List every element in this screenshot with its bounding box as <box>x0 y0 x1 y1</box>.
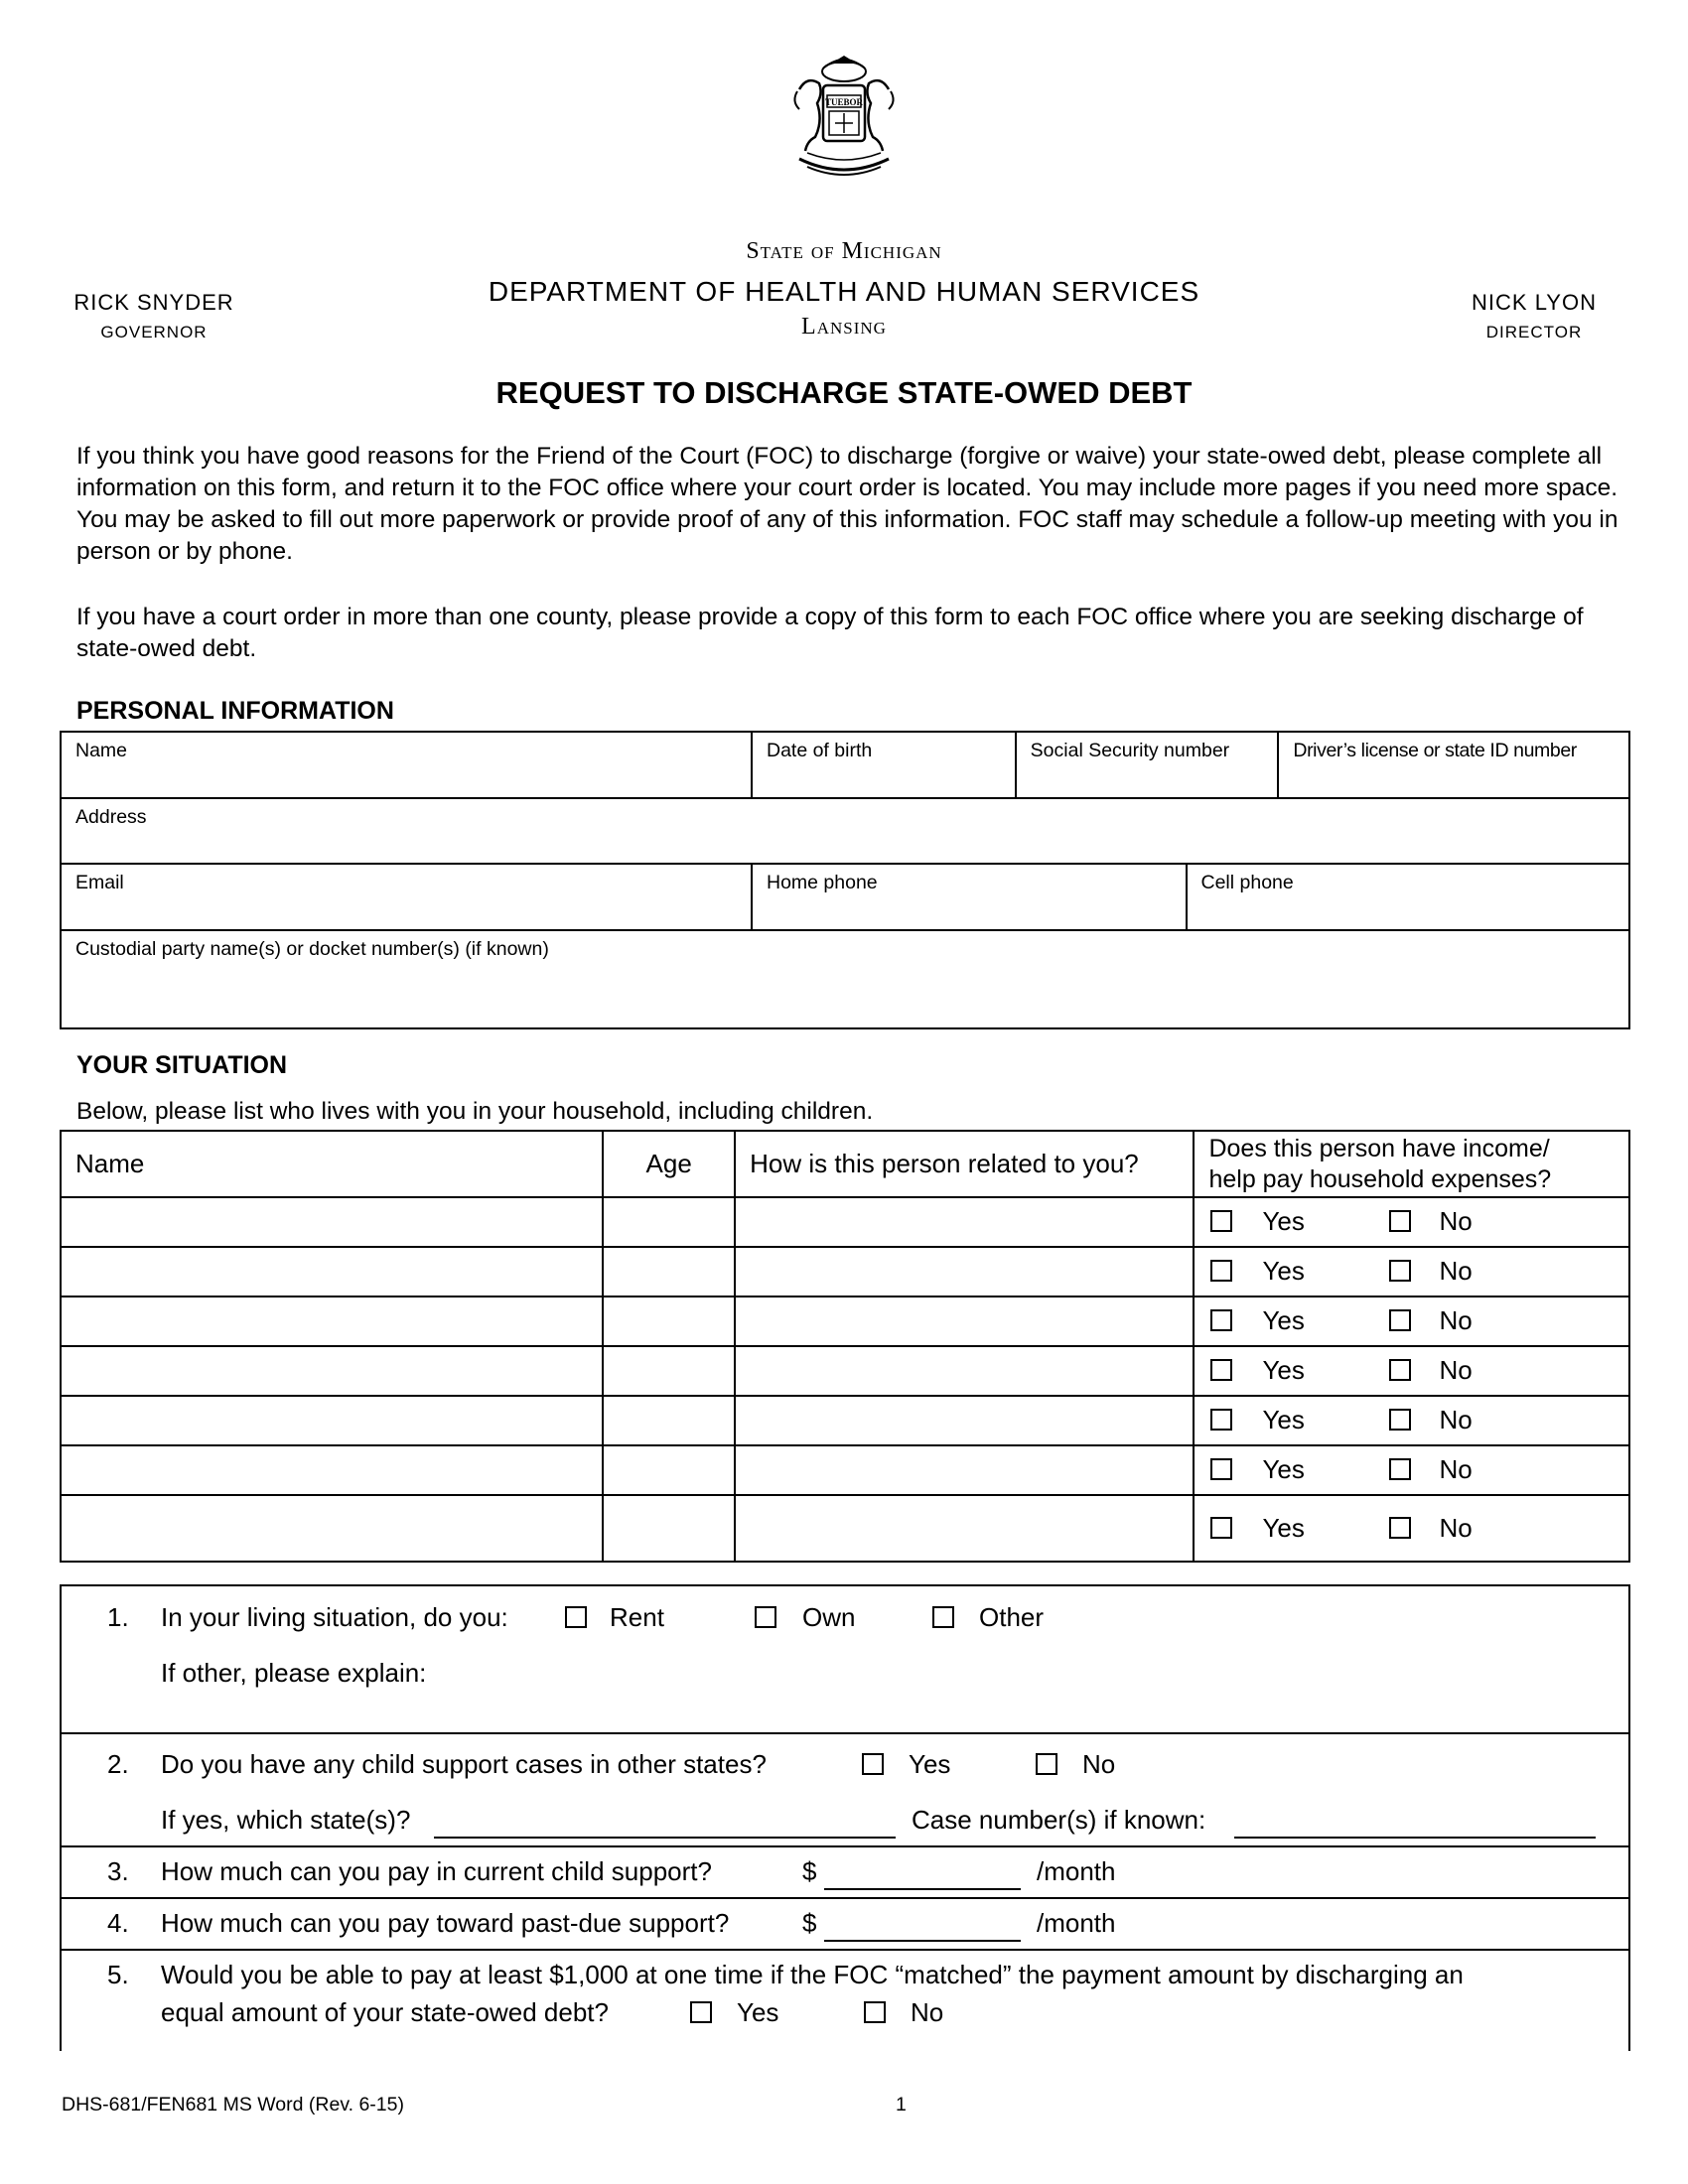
household-row <box>61 1247 1629 1297</box>
q2-yes-label: Yes <box>909 1749 951 1779</box>
household-income-cell <box>1194 1445 1629 1495</box>
q4-number: 4. <box>107 1908 129 1938</box>
q5-yes-label: Yes <box>737 1997 779 2027</box>
income-yes-checkbox[interactable] <box>1210 1409 1232 1431</box>
form-id: DHS-681/FEN681 MS Word (Rev. 6-15) <box>62 2094 404 2116</box>
date-of-birth-field[interactable] <box>752 732 1016 798</box>
governor-title: GOVERNOR <box>100 323 208 341</box>
household-name-cell[interactable] <box>61 1247 603 1297</box>
q5-text-line2: equal amount of your state-owed debt? <box>161 1997 609 2027</box>
household-income-cell <box>1194 1247 1629 1297</box>
q1-explain-label: If other, please explain: <box>161 1658 427 1688</box>
q2-yes-checkbox[interactable] <box>862 1753 884 1775</box>
state-name: State of Michigan <box>746 238 942 264</box>
q5-no-label: No <box>911 1997 944 2027</box>
household-income-cell <box>1194 1495 1629 1562</box>
name-label: Name <box>75 740 128 761</box>
q1-other-label: Other <box>979 1602 1045 1632</box>
household-name-cell[interactable] <box>61 1297 603 1346</box>
q1-text: In your living situation, do you: <box>161 1602 508 1632</box>
custodial-party-label: Custodial party name(s) or docket number(s) (if known) <box>75 938 549 960</box>
household-row <box>61 1396 1629 1445</box>
income-yes-label: Yes <box>1262 1206 1305 1236</box>
q2-states-field[interactable] <box>434 1837 896 1839</box>
income-yes-label: Yes <box>1262 1454 1305 1484</box>
income-no-checkbox[interactable] <box>1389 1260 1411 1282</box>
governor-name: RICK SNYDER <box>73 290 234 315</box>
col-name-header: Name <box>61 1131 603 1197</box>
household-name-cell[interactable] <box>61 1346 603 1396</box>
income-no-label: No <box>1439 1454 1473 1484</box>
q2-no-checkbox[interactable] <box>1036 1753 1057 1775</box>
form-title: REQUEST TO DISCHARGE STATE-OWED DEBT <box>495 375 1193 410</box>
household-age-cell[interactable] <box>603 1297 735 1346</box>
name-field[interactable] <box>61 732 752 798</box>
q1-number: 1. <box>107 1602 129 1632</box>
page-number: 1 <box>896 2094 907 2116</box>
household-row <box>61 1495 1629 1562</box>
q2-number: 2. <box>107 1749 129 1779</box>
your-situation-heading: YOUR SITUATION <box>76 1051 288 1079</box>
divider <box>62 1845 1628 1847</box>
household-relation-cell[interactable] <box>735 1495 1194 1562</box>
household-row <box>61 1346 1629 1396</box>
household-income-cell <box>1194 1297 1629 1346</box>
household-name-cell[interactable] <box>61 1197 603 1247</box>
income-no-label: No <box>1439 1513 1473 1543</box>
email-field[interactable] <box>61 864 752 930</box>
q3-dollar-sign: $ <box>802 1856 817 1886</box>
household-name-cell[interactable] <box>61 1396 603 1445</box>
household-header-row <box>61 1131 1629 1197</box>
ssn-field[interactable] <box>1016 732 1279 798</box>
income-yes-checkbox[interactable] <box>1210 1359 1232 1381</box>
col-income-header-line1: Does this person have income/ <box>1208 1134 1550 1162</box>
household-name-cell[interactable] <box>61 1445 603 1495</box>
income-no-checkbox[interactable] <box>1389 1458 1411 1480</box>
income-no-checkbox[interactable] <box>1389 1210 1411 1232</box>
household-income-cell <box>1194 1396 1629 1445</box>
household-row <box>61 1297 1629 1346</box>
q2-case-label: Case number(s) if known: <box>912 1805 1206 1835</box>
household-income-cell <box>1194 1346 1629 1396</box>
date-of-birth-label: Date of birth <box>766 740 873 761</box>
q3-amount-field[interactable] <box>824 1888 1021 1890</box>
home-phone-label: Home phone <box>766 872 878 893</box>
custodial-party-field[interactable] <box>61 930 1629 1028</box>
drivers-license-field[interactable] <box>1278 732 1629 798</box>
city-name: Lansing <box>801 314 887 340</box>
q3-month-label: /month <box>1037 1856 1116 1886</box>
household-table <box>60 1130 1630 1563</box>
household-row <box>61 1197 1629 1247</box>
q1-own-checkbox[interactable] <box>755 1606 776 1628</box>
household-row <box>61 1445 1629 1495</box>
instructions-paragraph: If you think you have good reasons for the Friend of the Court (FOC) to discharge (forgive or waive) your state-owed debt, please complete all information on this form, and return it to the FOC office where your court order is located. You may include more pages if you need more space. You may be asked to fill out more paperwork or provide proof of any of this information. FOC staff may schedule a follow-up meeting with you in person or by phone. <box>76 443 1618 565</box>
q3-number: 3. <box>107 1856 129 1886</box>
income-yes-checkbox[interactable] <box>1210 1309 1232 1331</box>
cell-phone-label: Cell phone <box>1200 872 1294 893</box>
income-no-label: No <box>1439 1405 1473 1434</box>
q4-text: How much can you pay toward past-due support? <box>161 1908 730 1938</box>
household-age-cell[interactable] <box>603 1197 735 1247</box>
personal-information-table <box>60 731 1630 1029</box>
col-age-header: Age <box>603 1131 735 1197</box>
income-no-checkbox[interactable] <box>1389 1517 1411 1539</box>
multi-county-paragraph: If you have a court order in more than one county, please provide a copy of this form to each FOC office where you are seeking discharge of state-owed debt. <box>76 604 1584 662</box>
q4-month-label: /month <box>1037 1908 1116 1938</box>
q5-yes-checkbox[interactable] <box>690 2001 712 2023</box>
q1-explain-field[interactable] <box>439 1654 1581 1713</box>
household-relation-cell[interactable] <box>735 1197 1194 1247</box>
household-income-cell <box>1194 1197 1629 1247</box>
household-age-cell[interactable] <box>603 1445 735 1495</box>
address-field[interactable] <box>61 798 1629 864</box>
income-no-label: No <box>1439 1355 1473 1385</box>
income-no-checkbox[interactable] <box>1389 1359 1411 1381</box>
cell-phone-field[interactable] <box>1187 864 1630 930</box>
household-relation-cell[interactable] <box>735 1445 1194 1495</box>
household-intro: Below, please list who lives with you in your household, including children. <box>76 1098 874 1125</box>
q4-amount-field[interactable] <box>824 1940 1021 1942</box>
household-relation-cell[interactable] <box>735 1346 1194 1396</box>
divider <box>62 1897 1628 1899</box>
income-yes-label: Yes <box>1262 1305 1305 1335</box>
household-relation-cell[interactable] <box>735 1247 1194 1297</box>
q1-rent-label: Rent <box>610 1602 664 1632</box>
income-yes-checkbox[interactable] <box>1210 1458 1232 1480</box>
q2-no-label: No <box>1082 1749 1116 1779</box>
household-age-cell[interactable] <box>603 1396 735 1445</box>
col-income-header-line2: help pay household expenses? <box>1208 1164 1552 1193</box>
q5-number: 5. <box>107 1960 129 1989</box>
email-label: Email <box>75 872 124 893</box>
income-no-checkbox[interactable] <box>1389 1409 1411 1431</box>
income-yes-checkbox[interactable] <box>1210 1517 1232 1539</box>
income-yes-label: Yes <box>1262 1355 1305 1385</box>
income-no-label: No <box>1439 1305 1473 1335</box>
q2-states-label: If yes, which state(s)? <box>161 1805 411 1835</box>
income-no-label: No <box>1439 1206 1473 1236</box>
personal-information-heading: PERSONAL INFORMATION <box>76 697 394 725</box>
director-name: NICK LYON <box>1472 290 1597 315</box>
ssn-label: Social Security number <box>1030 740 1230 761</box>
household-age-cell[interactable] <box>603 1247 735 1297</box>
divider <box>62 1949 1628 1951</box>
income-yes-label: Yes <box>1262 1405 1305 1434</box>
q3-text: How much can you pay in current child support? <box>161 1856 712 1886</box>
q5-text-line1: Would you be able to pay at least $1,000 at one time if the FOC “matched” the payment amount by discharging an <box>161 1960 1464 1989</box>
q2-text: Do you have any child support cases in other states? <box>161 1749 767 1779</box>
household-relation-cell[interactable] <box>735 1396 1194 1445</box>
home-phone-field[interactable] <box>752 864 1187 930</box>
income-yes-checkbox[interactable] <box>1210 1210 1232 1232</box>
drivers-license-label: Driver’s license or state ID number <box>1293 740 1577 761</box>
questions-box <box>60 1584 1630 2051</box>
income-no-label: No <box>1439 1256 1473 1286</box>
q2-case-field[interactable] <box>1234 1837 1596 1839</box>
income-yes-label: Yes <box>1262 1256 1305 1286</box>
divider <box>62 1732 1628 1734</box>
household-age-cell[interactable] <box>603 1346 735 1396</box>
household-name-cell[interactable] <box>61 1495 603 1562</box>
director-title: DIRECTOR <box>1485 323 1583 341</box>
svg-text:TUEBOR: TUEBOR <box>824 97 864 107</box>
income-yes-label: Yes <box>1262 1513 1305 1543</box>
q1-own-label: Own <box>802 1602 856 1632</box>
q1-other-checkbox[interactable] <box>932 1606 954 1628</box>
department-name: DEPARTMENT OF HEALTH AND HUMAN SERVICES <box>488 276 1200 307</box>
household-relation-cell[interactable] <box>735 1297 1194 1346</box>
household-age-cell[interactable] <box>603 1495 735 1562</box>
income-yes-checkbox[interactable] <box>1210 1260 1232 1282</box>
col-income-header <box>1194 1131 1629 1197</box>
michigan-state-seal <box>779 50 909 189</box>
q5-no-checkbox[interactable] <box>864 2001 886 2023</box>
col-relation-header: How is this person related to you? <box>735 1131 1194 1197</box>
income-no-checkbox[interactable] <box>1389 1309 1411 1331</box>
q4-dollar-sign: $ <box>802 1908 817 1938</box>
address-label: Address <box>75 806 147 828</box>
q1-rent-checkbox[interactable] <box>565 1606 587 1628</box>
